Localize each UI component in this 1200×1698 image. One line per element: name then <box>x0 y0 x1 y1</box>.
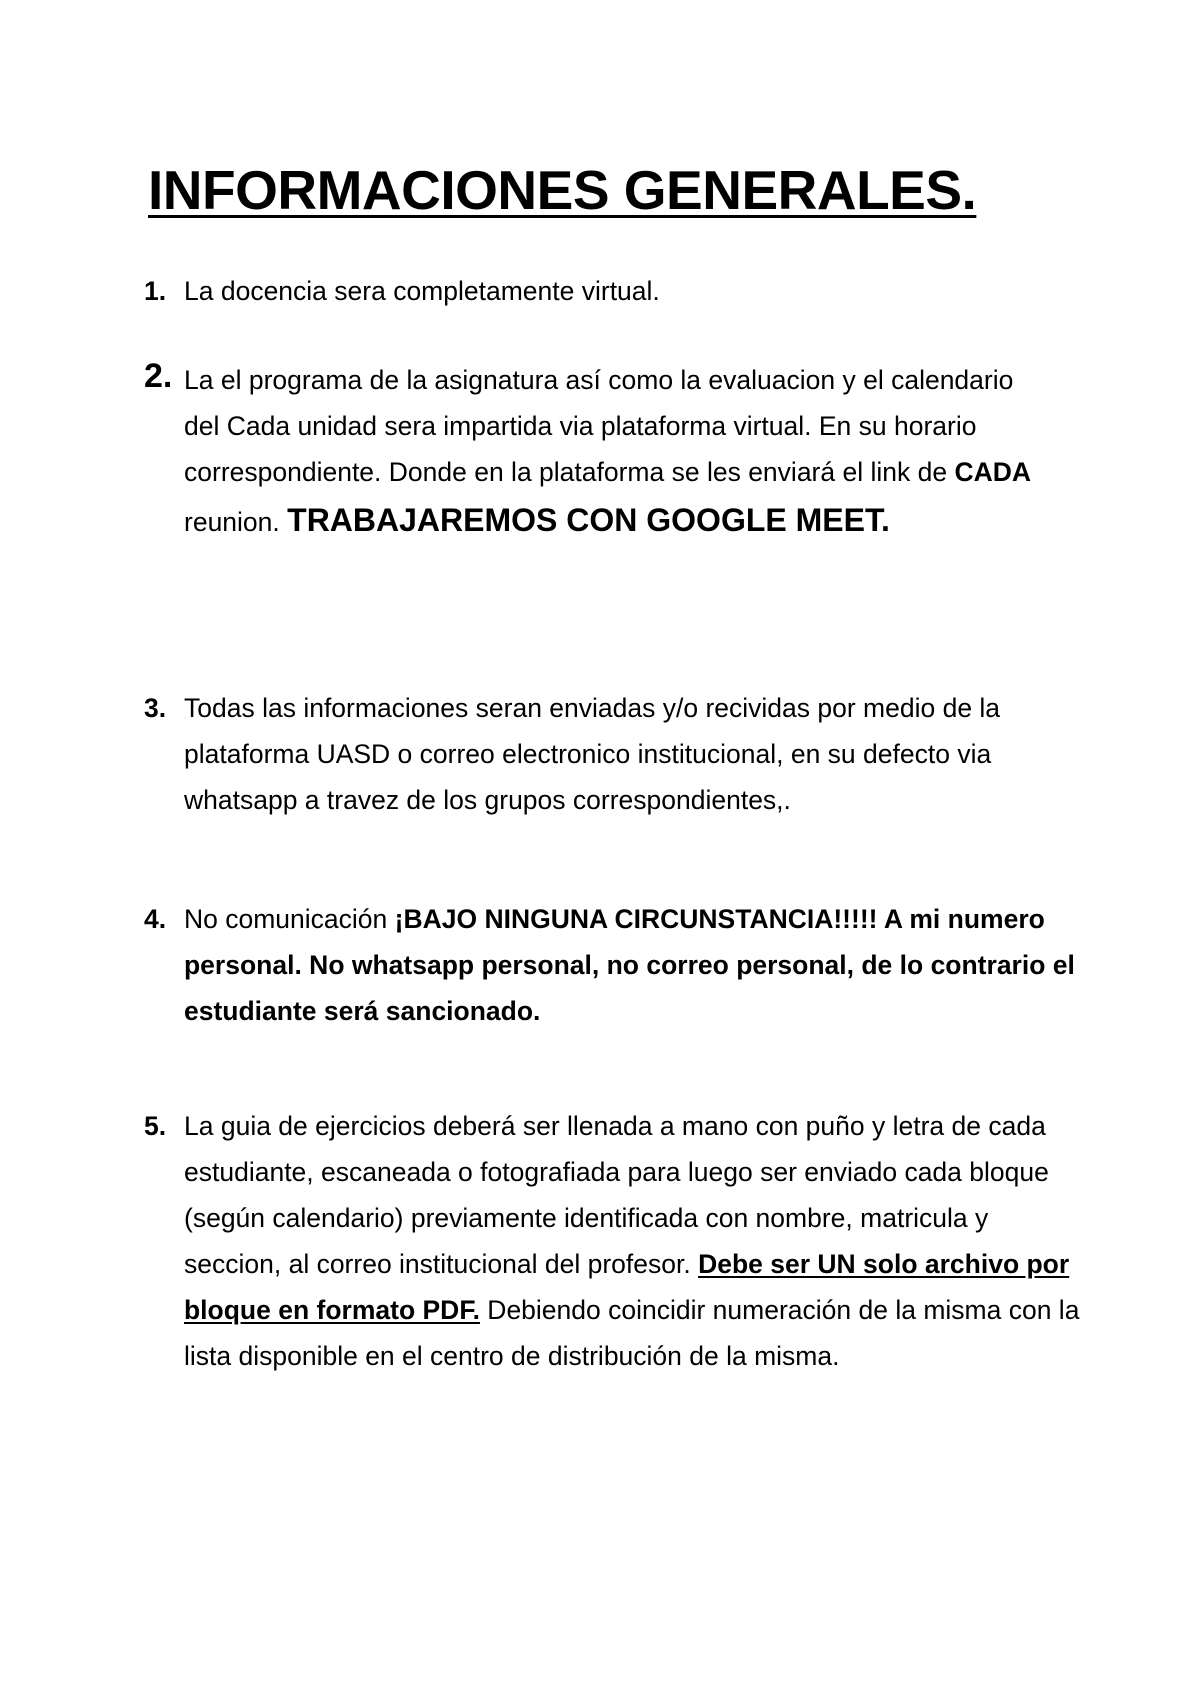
page-title: INFORMACIONES GENERALES. <box>148 159 977 221</box>
item-number: 1. <box>144 276 167 306</box>
item-text: La el programa de la asignatura así como la evaluacion y el calendario del Cada unidad sera impartida via plataforma virtual. En su horario correspondiente. Donde en la plataforma se les enviará el link de CADA reunion. TRABAJAREMOS CON GOOGLE MEET. <box>184 365 1031 538</box>
list-item-3 <box>144 685 1089 823</box>
list-item-2 <box>144 357 1054 545</box>
item-number: 2. <box>144 357 173 395</box>
item-number: 5. <box>144 1111 167 1141</box>
item-text: La docencia sera completamente virtual. <box>184 276 660 306</box>
item-number: 3. <box>144 693 167 723</box>
list-item-5 <box>144 1103 1089 1379</box>
underlined-requirement: Debe ser UN solo archivo por bloque en formato PDF. <box>184 1249 1070 1325</box>
item-text: Todas las informaciones seran enviadas y/o recividas por medio de la plataforma UASD o correo electronico institucional, en su defecto via whatsapp a travez de los grupos correspondientes,. <box>184 693 1001 815</box>
item-text: La guia de ejercicios deberá ser llenada a mano con puño y letra de cada estudiante, escaneada o fotografiada para luego ser enviado cada bloque (según calendario) previamente identificada con nombre, matricula y seccion, al correo institucional del profesor. Debe ser UN solo archivo por bloque en formato PDF. Debiendo coincidir numeración de la misma con la lista disponible en el centro de distribución de la misma. <box>184 1111 1080 1371</box>
list-item-1 <box>144 268 1074 314</box>
warning-text: ¡BAJO NINGUNA CIRCUNSTANCIA!!!!! A mi numero personal. No whatsapp personal, no correo personal, de lo contrario el estudiante será sancionado. <box>184 904 1075 1026</box>
item-text: No comunicación ¡BAJO NINGUNA CIRCUNSTANCIA!!!!! A mi numero personal. No whatsapp personal, no correo personal, de lo contrario el estudiante será sancionado. <box>184 904 1075 1026</box>
emphasis-text: TRABAJAREMOS CON GOOGLE MEET. <box>287 502 890 538</box>
item-number: 4. <box>144 904 167 934</box>
list-item-4 <box>144 896 1079 1034</box>
bold-word: CADA <box>954 457 1031 487</box>
